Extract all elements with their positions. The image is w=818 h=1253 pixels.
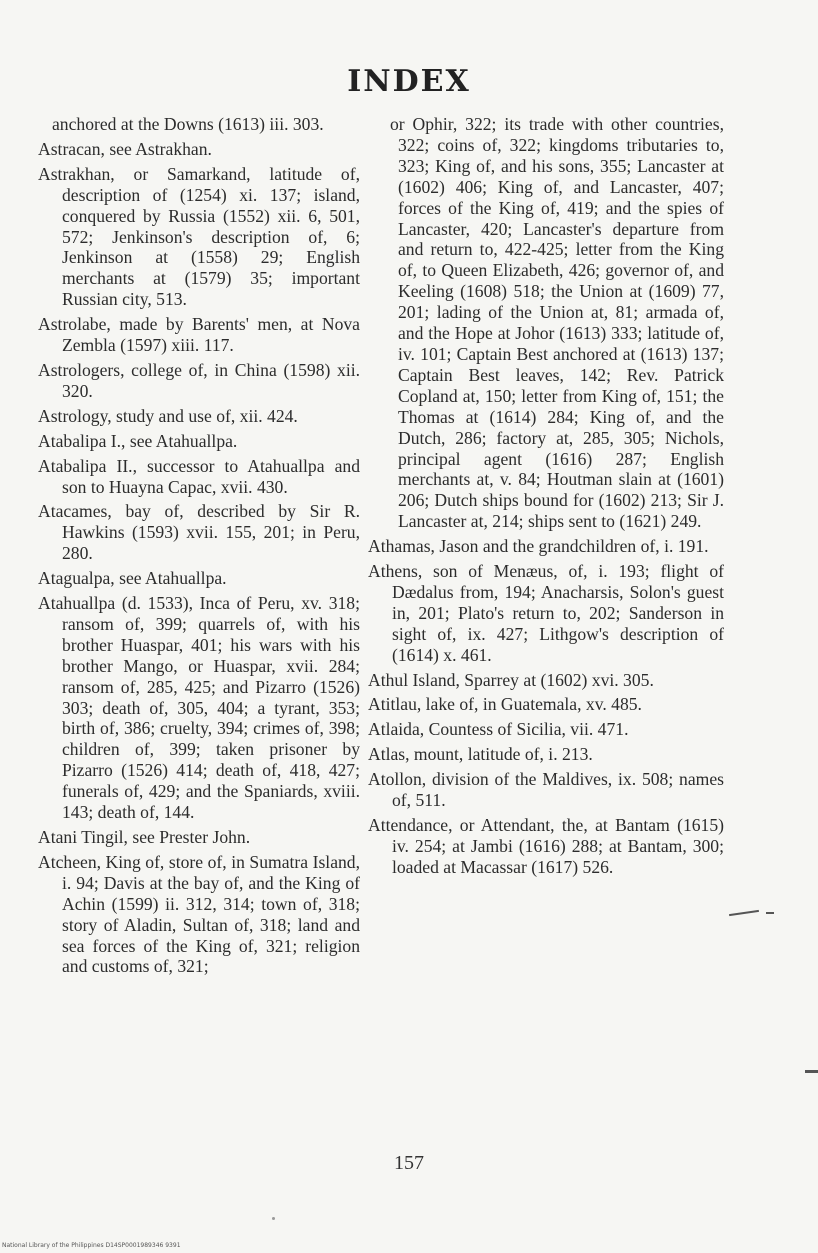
- index-entry: Athamas, Jason and the grandchildren of, i. 191.: [368, 536, 709, 557]
- index-entry: Atitlau, lake of, in Guatemala, xv. 485.: [368, 694, 642, 715]
- index-entry: anchored at the Downs (1613) iii. 303.: [52, 114, 324, 134]
- index-entry: Atabalipa I., see Atahuallpa.: [38, 430, 238, 451]
- index-entry: Atagualpa, see Atahuallpa.: [38, 568, 227, 589]
- index-entry: or Ophir, 322; its trade with other countries, 322; coins of, 322; kingdoms tributaries to, 323; King of, and his sons, 355; Lancaster at (1602) 406; King of, and Lancaster, 407; forces of the King of, 419; and the spies of Lancaster, 420; Lancaster's departure from and return to, 422-425; letter from the King of, to Queen Elizabeth, 426; governor of, and Keeling (1608) 518; the Union at (1609) 77, 201; lading of the Union at, 81; armada of, and the Hope at Johor (1613) 333; latitude of, iv. 101; Captain Best anchored at (1613) 137; Captain Best leaves, 142; Rev. Patrick Copland at, 150; letter from King of, 151; the Thomas at (1614) 284; King of, and the Dutch, 286; factory at, 285, 305; Nichols, principal agent (1616) 287; English merchants at, v. 84; Houtman slain at (1601) 206; Dutch ships bound for (1602) 213; Sir J. Lancaster at, 214; ships sent to (1621) 249.: [390, 114, 724, 532]
- page-number: 157: [394, 1152, 424, 1174]
- index-entry: Atlas, mount, latitude of, i. 213.: [368, 744, 593, 765]
- index-entry: Astracan, see Astrakhan.: [38, 138, 212, 159]
- index-entry: Atollon, division of the Maldives, ix. 508; names of, 511.: [368, 769, 724, 811]
- footer-credit: National Library of the Philippines D14SP0001989346 9391: [2, 1242, 181, 1249]
- index-entry: Atabalipa II., successor to Atahuallpa and son to Huayna Capac, xvii. 430.: [38, 455, 360, 497]
- page-title: INDEX: [347, 64, 471, 99]
- index-entry: Atani Tingil, see Prester John.: [38, 827, 251, 847]
- index-entry: Atacames, bay of, described by Sir R. Hawkins (1593) xvii. 155, 201; in Peru, 280.: [38, 501, 360, 564]
- index-column-left: [38, 114, 360, 981]
- pencil-mark: [729, 910, 759, 916]
- index-entry: Astrologers, college of, in China (1598) xii. 320.: [38, 359, 360, 401]
- index-entry: Athens, son of Menæus, of, i. 193; flight of Dædalus from, 194; Anacharsis, Solon's guest in, 201; Plato's return to, 202; Sanderson in sight of, ix. 427; Lithgow's description of (1614) x. 461.: [368, 561, 724, 665]
- pencil-mark: [805, 1070, 818, 1073]
- pencil-mark: [766, 912, 774, 914]
- index-entry: Atcheen, King of, store of, in Sumatra Island, i. 94; Davis at the bay of, and the King of Achin (1599) ii. 312, 314; town of, 318; story of Aladin, Sultan of, 318; land and sea forces of the King of, 321; religion and customs of, 321;: [38, 851, 360, 977]
- index-column-right: [368, 114, 724, 882]
- speck-mark: [272, 1217, 275, 1220]
- index-entry: Athul Island, Sparrey at (1602) xvi. 305.: [368, 669, 654, 690]
- index-entry: Astrology, study and use of, xii. 424.: [38, 405, 298, 426]
- index-entry: Astrolabe, made by Barents' men, at Nova Zembla (1597) xiii. 117.: [38, 314, 360, 356]
- index-entry: Astrakhan, or Samarkand, latitude of, description of (1254) xi. 137; island, conquered by Russia (1552) xii. 6, 501, 572; Jenkinson's description of, 6; Jenkinson at (1558) 29; English merchants at (1579) 35; important Russian city, 513.: [38, 163, 360, 310]
- index-entry: Atlaida, Countess of Sicilia, vii. 471.: [368, 719, 629, 740]
- index-entry: Attendance, or Attendant, the, at Bantam (1615) iv. 254; at Jambi (1616) 288; at Bantam, 300; loaded at Macassar (1617) 526.: [368, 815, 724, 877]
- index-entry: Atahuallpa (d. 1533), Inca of Peru, xv. 318; ransom of, 399; quarrels of, with his brother Huaspar, 401; his wars with his brother Mango, or Huaspar, xvii. 284; ransom of, 285, 425; and Pizarro (1526) 303; death of, 305, 404; a tyrant, 353; birth of, 386; cruelty, 394; crimes of, 398; children of, 399; taken prisoner by Pizarro (1526) 414; death of, 418, 427; funerals of, 429; and the Spaniards, xviii. 143; death of, 144.: [38, 593, 360, 823]
